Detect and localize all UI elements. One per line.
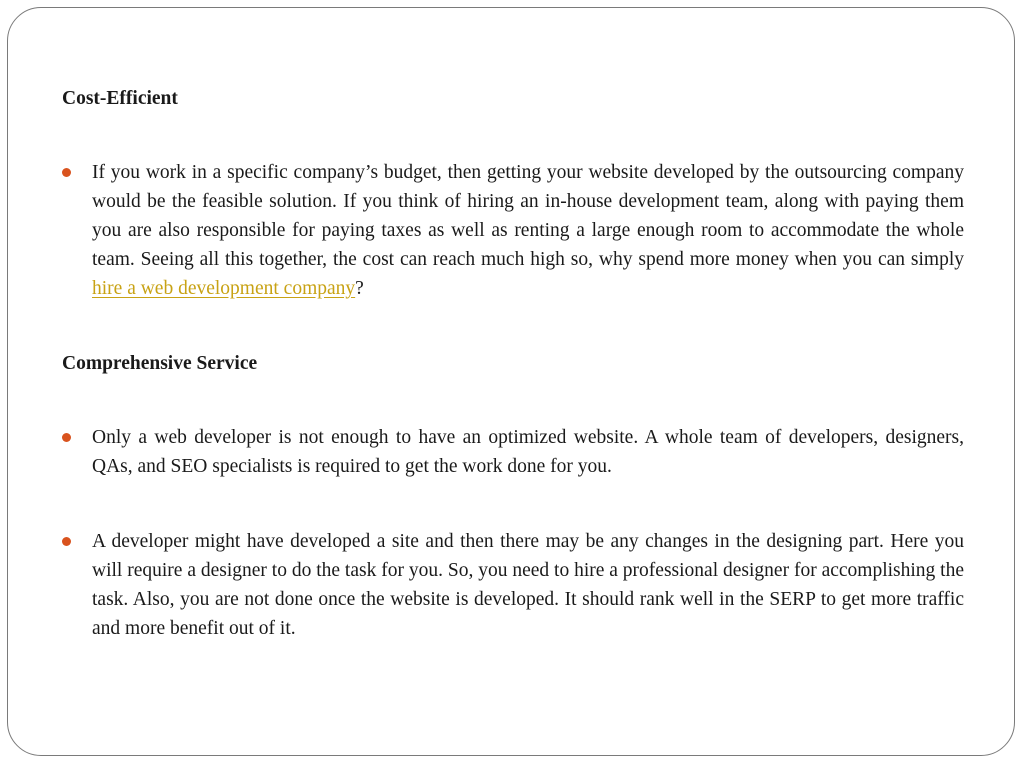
bullet-text: If you work in a specific company’s budget, then getting your website developed by the outsourcing company would be the feasible solution. If you think of hiring an in-house development team, along with paying them you are also responsible for paying taxes as well as renting a large enough room to accommodate the whole team. Seeing all this together, the cost can reach much high so, why spend more money when you can simply [92, 162, 964, 270]
hire-web-development-company-link[interactable]: hire a web development company [92, 278, 356, 299]
bullet-dot-icon [62, 537, 71, 546]
bullet-text: A developer might have developed a site and then there may be any changes in the designing part. Here you will require a designer to do the task for you. So, you need to hire a professional designer for accomplishing the task. Also, you are not done once the website is developed. It should rank well in the SERP to get more traffic and more benefit out of it. [92, 531, 964, 639]
bullet-item-developer-team [62, 423, 964, 481]
bullet-dot-icon [62, 168, 71, 177]
bullet-text-end: ? [355, 278, 364, 299]
slide-content [62, 82, 964, 643]
section-heading-comprehensive-service: Comprehensive Service [62, 353, 258, 374]
bullet-dot-icon [62, 433, 71, 442]
bullet-text: Only a web developer is not enough to have an optimized website. A whole team of developers, designers, QAs, and SEO specialists is required to get the work done for you. [92, 427, 964, 477]
bullet-item-designer [62, 527, 964, 643]
bullet-item-cost [62, 158, 964, 303]
section-heading-cost-efficient: Cost-Efficient [62, 88, 178, 109]
